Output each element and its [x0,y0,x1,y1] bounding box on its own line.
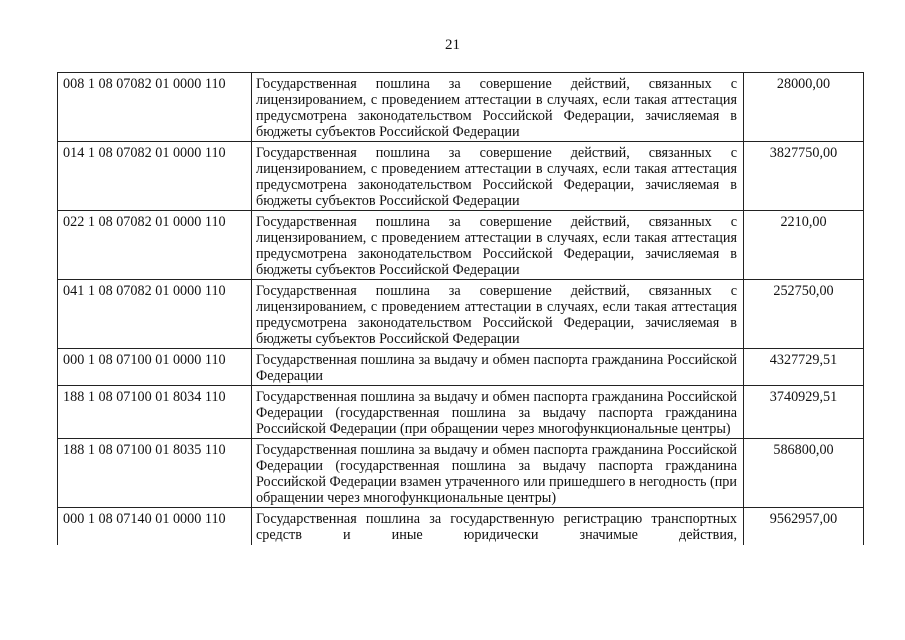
table-row [58,439,864,508]
description-cell [252,508,744,546]
table-row [58,211,864,280]
description-cell: Государственная пошлина за совершение действий, связанных с лицензированием, с проведением аттестации в случаях, если такая аттестация предусмотрена законодательством Российской Федерации, зачисляемая в бюджеты субъектов Российской Федерации [252,280,744,349]
budget-code-cell: 041 1 08 07082 01 0000 110 [58,280,252,349]
table-row [58,349,864,386]
budget-code-cell: 000 1 08 07100 01 0000 110 [58,349,252,386]
budget-code-cell: 188 1 08 07100 01 8035 110 [58,439,252,508]
budget-code-cell: 000 1 08 07140 01 0000 110 [58,508,252,546]
page-number: 21 [445,37,460,53]
amount-cell: 4327729,51 [744,349,864,386]
budget-revenue-table [57,72,864,545]
description-cell: Государственная пошлина за выдачу и обмен паспорта гражданина Российской Федерации (государственная пошлина за выдачу паспорта гражданина Российской Федерации взамен утраченного или пришедшего в негодность (при обращении через многофункциональные центры) [252,439,744,508]
description-cell: Государственная пошлина за выдачу и обмен паспорта гражданина Российской Федерации (государственная пошлина за выдачу паспорта гражданина Российской Федерации (при обращении через многофункциональные центры) [252,386,744,439]
description-cell: Государственная пошлина за совершение действий, связанных с лицензированием, с проведением аттестации в случаях, если такая аттестация предусмотрена законодательством Российской Федерации, зачисляемая в бюджеты субъектов Российской Федерации [252,73,744,142]
description-text: Государственная пошлина за государственную регистрацию транспортных средств и иные юридически значимые действия, [256,511,737,543]
amount-cell: 3740929,51 [744,386,864,439]
amount-cell: 3827750,00 [744,142,864,211]
table-row [58,508,864,546]
amount-cell: 252750,00 [744,280,864,349]
budget-code-cell: 022 1 08 07082 01 0000 110 [58,211,252,280]
amount-cell: 9562957,00 [744,508,864,546]
table-row [58,386,864,439]
amount-cell: 586800,00 [744,439,864,508]
description-cell: Государственная пошлина за выдачу и обмен паспорта гражданина Российской Федерации [252,349,744,386]
amount-cell: 2210,00 [744,211,864,280]
table-row [58,280,864,349]
budget-code-cell: 008 1 08 07082 01 0000 110 [58,73,252,142]
amount-cell: 28000,00 [744,73,864,142]
description-cell: Государственная пошлина за совершение действий, связанных с лицензированием, с проведением аттестации в случаях, если такая аттестация предусмотрена законодательством Российской Федерации, зачисляемая в бюджеты субъектов Российской Федерации [252,142,744,211]
table-row [58,73,864,142]
table-row [58,142,864,211]
budget-code-cell: 014 1 08 07082 01 0000 110 [58,142,252,211]
budget-code-cell: 188 1 08 07100 01 8034 110 [58,386,252,439]
description-cell: Государственная пошлина за совершение действий, связанных с лицензированием, с проведением аттестации в случаях, если такая аттестация предусмотрена законодательством Российской Федерации, зачисляемая в бюджеты субъектов Российской Федерации [252,211,744,280]
